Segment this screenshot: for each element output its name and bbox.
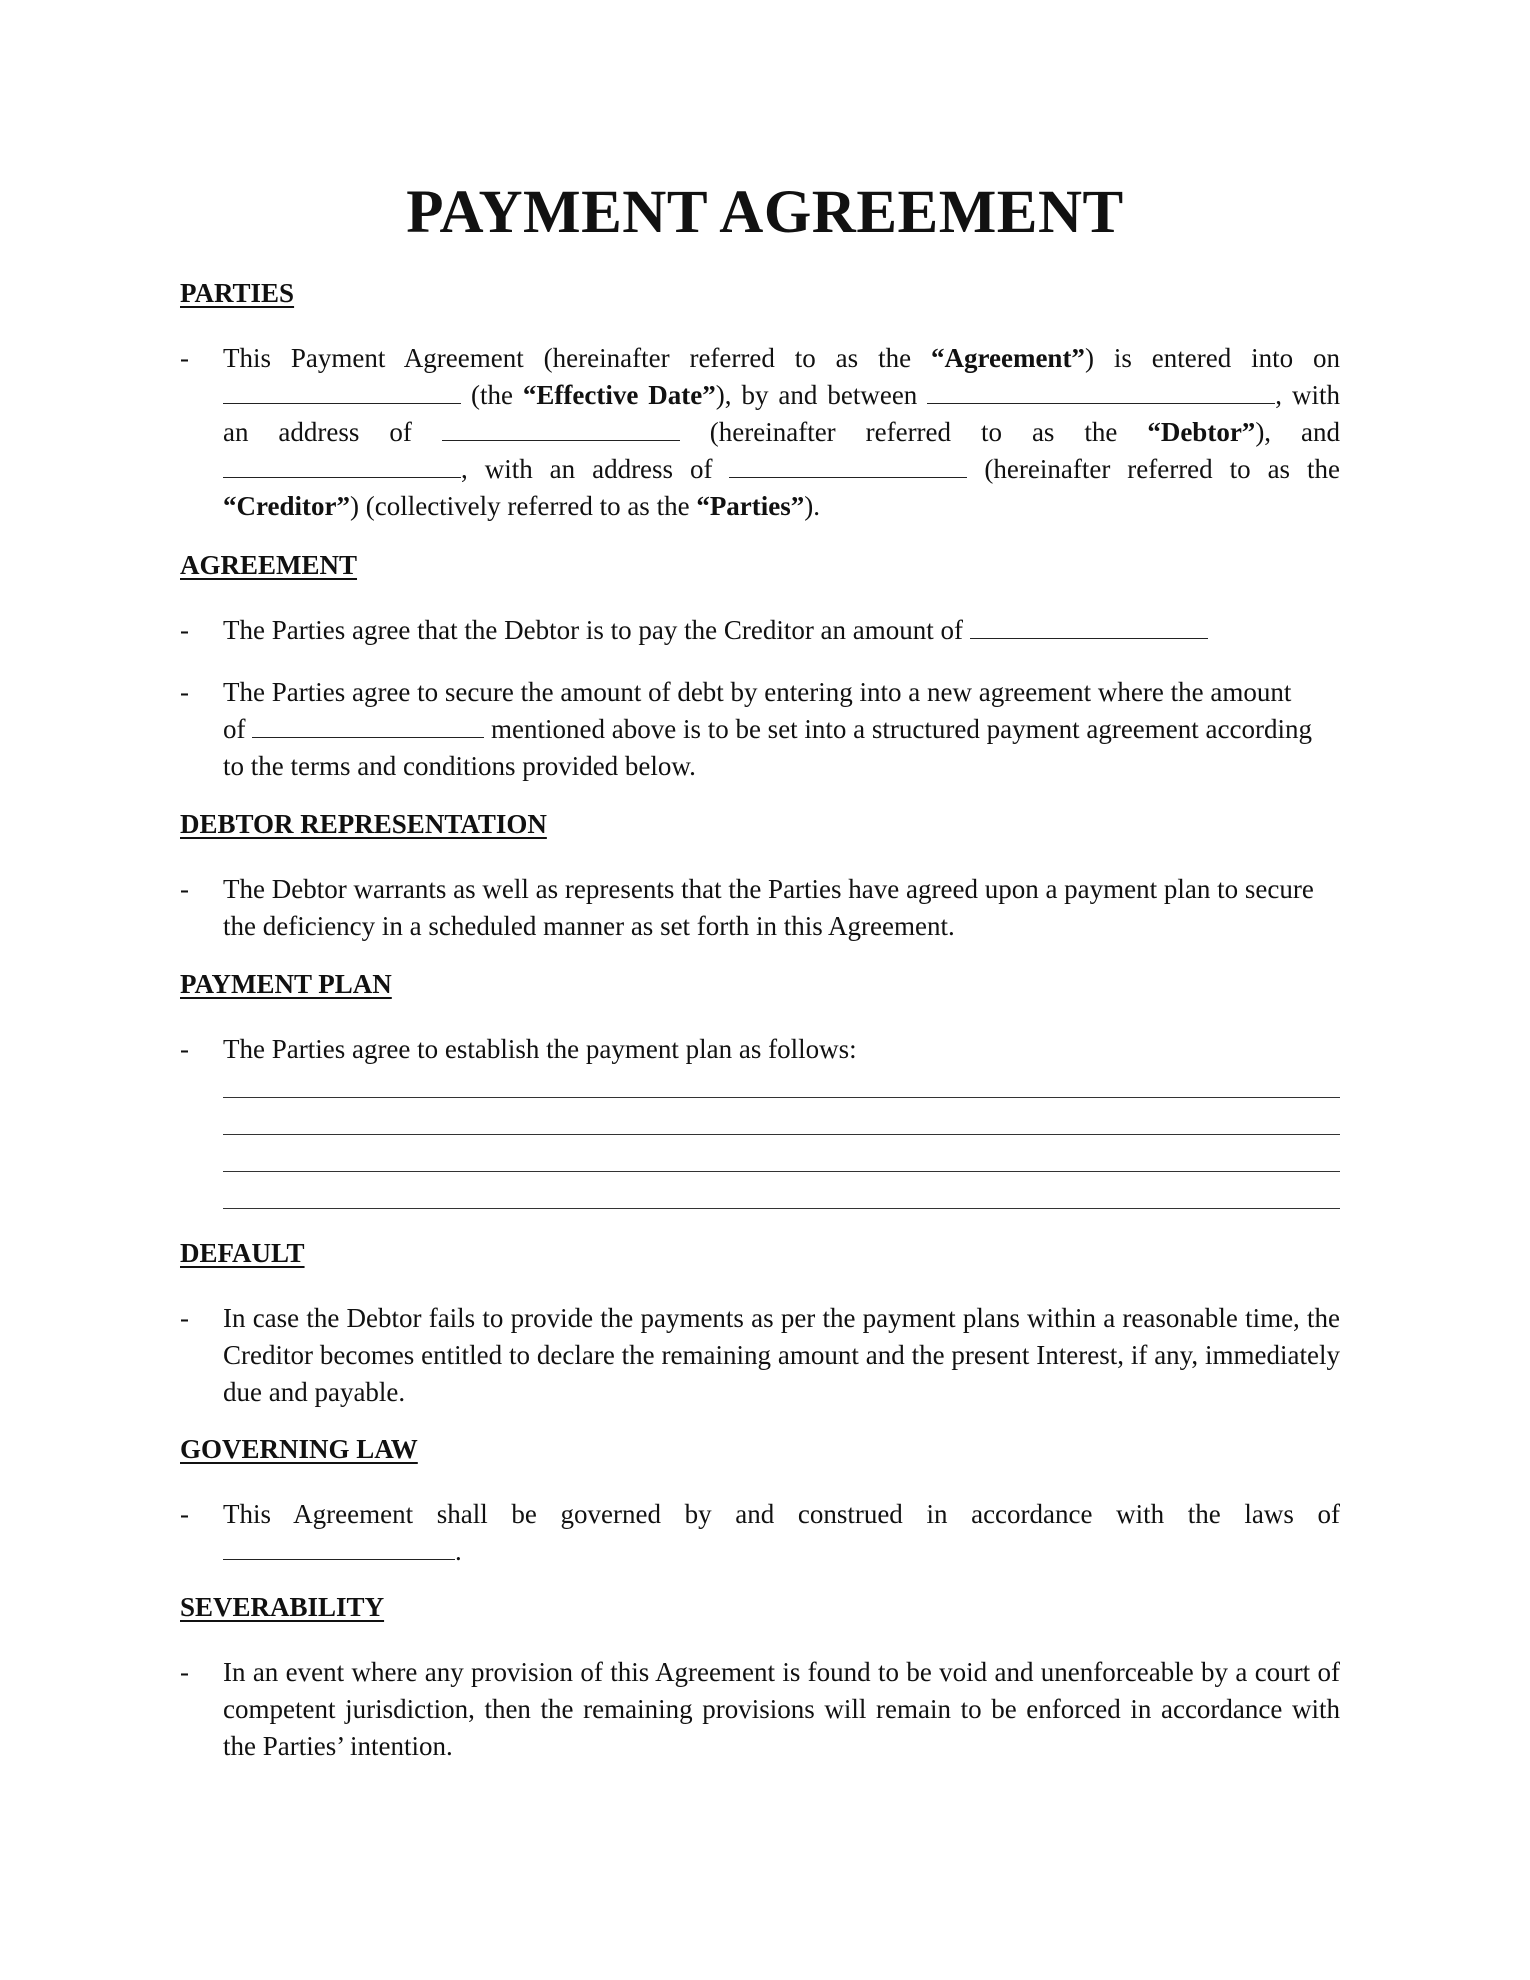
payment-plan-line[interactable] [223,1208,1340,1209]
agreement-clause-1 [180,612,1340,649]
jurisdiction-blank[interactable] [223,1533,455,1560]
heading-parties: PARTIES [180,278,295,308]
bullet-dash: - [180,1034,189,1064]
severability-clause [180,1654,1340,1765]
debtor-address-blank[interactable] [442,414,680,441]
heading-debtor-representation: DEBTOR REPRESENTATION [180,809,547,839]
agreement-text-2: The Parties agree to secure the amount of debt by entering into a new agreement where the amount of mentioned above is to be set into a structured payment agreement according to the terms and conditions provided below. [223,677,1312,781]
payment-plan-clause [180,1031,1340,1068]
governing-law-text: This Agreement shall be governed by and construed in accordance with the laws of . [223,1499,1340,1566]
debtor-name-blank[interactable] [927,377,1275,404]
creditor-address-blank[interactable] [729,451,967,478]
parties-clause [180,340,1340,525]
heading-governing-law: GOVERNING LAW [180,1434,418,1464]
agreement-text-1: The Parties agree that the Debtor is to pay the Creditor an amount of [223,612,1340,649]
default-text: In case the Debtor fails to provide the payments as per the payment plans within a reasonable time, the Creditor becomes entitled to declare the remaining amount and the present Interest, if any, immediately due and payable. [223,1303,1340,1407]
heading-agreement: AGREEMENT [180,550,358,580]
governing-law-clause [180,1496,1340,1570]
creditor-name-blank[interactable] [223,451,461,478]
agreement-clause-2 [180,674,1340,785]
document-title: PAYMENT AGREEMENT [406,179,1124,246]
payment-plan-line[interactable] [223,1097,1340,1098]
bullet-dash: - [180,1657,189,1687]
bullet-dash: - [180,1499,189,1529]
debt-amount-blank[interactable] [252,711,484,738]
parties-text: This Payment Agreement (hereinafter referred to as the “Agreement”) is entered into on (the “Effective Date”), by and between , with an address of (hereinafter referred to as the “Debtor”), and , with an address of (hereinafter referred to as the “Creditor”) (collectively referred to as the “Parties”). [223,343,1340,521]
payment-plan-text: The Parties agree to establish the payment plan as follows: [223,1034,857,1064]
payment-plan-line[interactable] [223,1134,1340,1135]
bullet-dash: - [180,615,189,645]
bullet-dash: - [180,343,189,373]
bullet-dash: - [180,677,189,707]
severability-text: In an event where any provision of this Agreement is found to be void and unenforceable by a court of competent jurisdiction, then the remaining provisions will remain to be enforced in accordance with the Parties’ intention. [223,1657,1340,1761]
effective-date-blank[interactable] [223,377,461,404]
amount-blank[interactable] [970,612,1208,639]
bullet-dash: - [180,874,189,904]
debtor-representation-text: The Debtor warrants as well as represents that the Parties have agreed upon a payment plan to secure the deficiency in a scheduled manner as set forth in this Agreement. [223,874,1314,941]
heading-severability: SEVERABILITY [180,1592,385,1622]
heading-payment-plan: PAYMENT PLAN [180,969,392,999]
heading-default: DEFAULT [180,1238,305,1268]
default-clause [180,1300,1340,1411]
bullet-dash: - [180,1303,189,1333]
debtor-representation-clause [180,871,1340,945]
payment-plan-line[interactable] [223,1171,1340,1172]
